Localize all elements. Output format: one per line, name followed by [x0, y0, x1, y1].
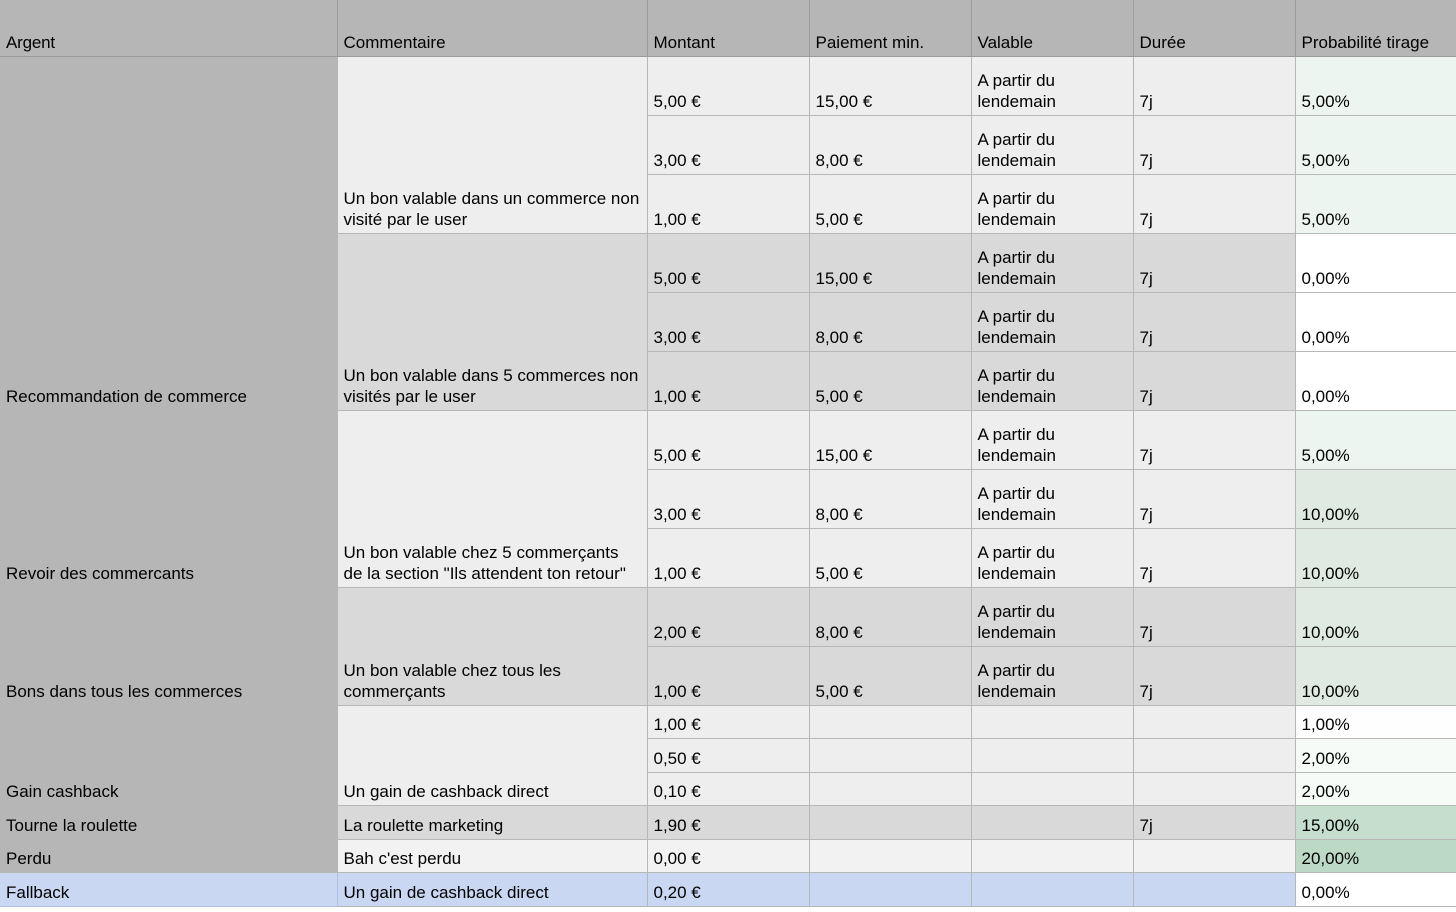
paiement-min-cell[interactable]: 5,00 €	[809, 174, 971, 233]
category-cell[interactable]: Bons dans tous les commerces	[0, 587, 337, 705]
duree-cell[interactable]: 7j	[1133, 587, 1295, 646]
probabilite-cell[interactable]: 5,00%	[1295, 56, 1456, 115]
duree-cell[interactable]	[1133, 839, 1295, 873]
montant-cell[interactable]: 1,00 €	[647, 351, 809, 410]
probabilite-cell[interactable]: 5,00%	[1295, 410, 1456, 469]
valable-cell[interactable]	[971, 705, 1133, 739]
duree-cell[interactable]: 7j	[1133, 56, 1295, 115]
table-body	[0, 56, 1456, 906]
valable-cell[interactable]	[971, 806, 1133, 840]
paiement-min-cell[interactable]: 5,00 €	[809, 351, 971, 410]
montant-cell[interactable]: 1,00 €	[647, 646, 809, 705]
page-title: Argent	[0, 0, 337, 56]
category-cell[interactable]: Tourne la roulette	[0, 806, 337, 840]
duree-cell[interactable]: 7j	[1133, 528, 1295, 587]
probabilite-cell[interactable]: 5,00%	[1295, 115, 1456, 174]
comment-cell[interactable]: Un bon valable chez tous les commerçants	[337, 587, 647, 705]
valable-cell[interactable]: A partir du lendemain	[971, 174, 1133, 233]
valable-cell[interactable]: A partir du lendemain	[971, 115, 1133, 174]
comment-cell[interactable]: Un bon valable dans un commerce non visité par le user	[337, 56, 647, 233]
paiement-min-cell[interactable]: 8,00 €	[809, 469, 971, 528]
table-row	[0, 806, 1456, 840]
category-cell[interactable]: Recommandation de commerce	[0, 56, 337, 410]
montant-cell[interactable]: 0,10 €	[647, 772, 809, 806]
paiement-min-cell[interactable]: 8,00 €	[809, 587, 971, 646]
valable-cell[interactable]	[971, 873, 1133, 907]
valable-cell[interactable]: A partir du lendemain	[971, 56, 1133, 115]
paiement-min-cell[interactable]	[809, 772, 971, 806]
comment-cell[interactable]: Bah c'est perdu	[337, 839, 647, 873]
montant-cell[interactable]: 3,00 €	[647, 469, 809, 528]
duree-cell[interactable]: 7j	[1133, 646, 1295, 705]
probabilite-cell[interactable]: 0,00%	[1295, 292, 1456, 351]
table-row	[0, 839, 1456, 873]
probabilite-cell[interactable]: 0,00%	[1295, 233, 1456, 292]
probabilite-cell[interactable]: 10,00%	[1295, 646, 1456, 705]
comment-cell[interactable]: Un gain de cashback direct	[337, 873, 647, 907]
comment-cell[interactable]: Un bon valable chez 5 commerçants de la section "Ils attendent ton retour"	[337, 410, 647, 587]
valable-cell[interactable]: A partir du lendemain	[971, 351, 1133, 410]
probabilite-cell[interactable]: 20,00%	[1295, 839, 1456, 873]
paiement-min-cell[interactable]	[809, 873, 971, 907]
table-row	[0, 873, 1456, 907]
probabilite-cell[interactable]: 10,00%	[1295, 528, 1456, 587]
duree-cell[interactable]: 7j	[1133, 806, 1295, 840]
montant-cell[interactable]: 3,00 €	[647, 115, 809, 174]
table-row	[0, 587, 1456, 646]
valable-cell[interactable]: A partir du lendemain	[971, 646, 1133, 705]
comment-cell[interactable]: La roulette marketing	[337, 806, 647, 840]
valable-cell[interactable]: A partir du lendemain	[971, 410, 1133, 469]
paiement-min-cell[interactable]: 5,00 €	[809, 646, 971, 705]
montant-cell[interactable]: 0,20 €	[647, 873, 809, 907]
duree-cell[interactable]: 7j	[1133, 351, 1295, 410]
valable-cell[interactable]	[971, 839, 1133, 873]
montant-cell[interactable]: 5,00 €	[647, 233, 809, 292]
duree-cell[interactable]: 7j	[1133, 233, 1295, 292]
montant-cell[interactable]: 1,00 €	[647, 174, 809, 233]
valable-cell[interactable]	[971, 772, 1133, 806]
paiement-min-cell[interactable]: 8,00 €	[809, 115, 971, 174]
valable-cell[interactable]: A partir du lendemain	[971, 469, 1133, 528]
valable-cell[interactable]: A partir du lendemain	[971, 528, 1133, 587]
paiement-min-cell[interactable]	[809, 705, 971, 739]
category-cell[interactable]: Perdu	[0, 839, 337, 873]
montant-cell[interactable]: 1,00 €	[647, 528, 809, 587]
probabilite-cell[interactable]: 0,00%	[1295, 351, 1456, 410]
probabilite-cell[interactable]: 1,00%	[1295, 705, 1456, 739]
duree-cell[interactable]: 7j	[1133, 115, 1295, 174]
duree-cell[interactable]: 7j	[1133, 292, 1295, 351]
paiement-min-cell[interactable]: 15,00 €	[809, 233, 971, 292]
table-header	[0, 0, 1456, 56]
montant-cell[interactable]: 3,00 €	[647, 292, 809, 351]
probabilite-cell[interactable]: 10,00%	[1295, 469, 1456, 528]
paiement-min-cell[interactable]: 15,00 €	[809, 410, 971, 469]
duree-cell[interactable]: 7j	[1133, 174, 1295, 233]
probabilite-cell[interactable]: 5,00%	[1295, 174, 1456, 233]
column-header-duree[interactable]: Durée	[1133, 0, 1295, 56]
table-row	[0, 56, 1456, 115]
header-row	[0, 0, 1456, 56]
montant-cell[interactable]: 0,00 €	[647, 839, 809, 873]
valable-cell[interactable]: A partir du lendemain	[971, 292, 1133, 351]
duree-cell[interactable]	[1133, 705, 1295, 739]
montant-cell[interactable]: 0,50 €	[647, 739, 809, 773]
category-cell[interactable]: Gain cashback	[0, 705, 337, 806]
category-cell[interactable]: Fallback	[0, 873, 337, 907]
probabilite-cell[interactable]: 10,00%	[1295, 587, 1456, 646]
column-header-commentaire[interactable]: Commentaire	[337, 0, 647, 56]
montant-cell[interactable]: 2,00 €	[647, 587, 809, 646]
column-header-probabilite-tirage[interactable]: Probabilité tirage	[1295, 0, 1456, 56]
paiement-min-cell[interactable]: 5,00 €	[809, 528, 971, 587]
probabilite-cell[interactable]: 2,00%	[1295, 739, 1456, 773]
probabilite-cell[interactable]: 0,00%	[1295, 873, 1456, 907]
column-header-paiement-min[interactable]: Paiement min.	[809, 0, 971, 56]
valable-cell[interactable]	[971, 739, 1133, 773]
paiement-min-cell[interactable]	[809, 806, 971, 840]
category-cell[interactable]: Revoir des commercants	[0, 410, 337, 587]
valable-cell[interactable]: A partir du lendemain	[971, 587, 1133, 646]
duree-cell[interactable]	[1133, 873, 1295, 907]
comment-cell[interactable]: Un gain de cashback direct	[337, 705, 647, 806]
montant-cell[interactable]: 5,00 €	[647, 56, 809, 115]
comment-cell[interactable]: Un bon valable dans 5 commerces non visités par le user	[337, 233, 647, 410]
montant-cell[interactable]: 1,90 €	[647, 806, 809, 840]
paiement-min-cell[interactable]: 8,00 €	[809, 292, 971, 351]
paiement-min-cell[interactable]: 15,00 €	[809, 56, 971, 115]
valable-cell[interactable]: A partir du lendemain	[971, 233, 1133, 292]
table-row	[0, 410, 1456, 469]
duree-cell[interactable]	[1133, 772, 1295, 806]
table-row	[0, 705, 1456, 739]
duree-cell[interactable]	[1133, 739, 1295, 773]
duree-cell[interactable]: 7j	[1133, 469, 1295, 528]
montant-cell[interactable]: 5,00 €	[647, 410, 809, 469]
column-header-valable[interactable]: Valable	[971, 0, 1133, 56]
paiement-min-cell[interactable]	[809, 839, 971, 873]
paiement-min-cell[interactable]	[809, 739, 971, 773]
probabilite-cell[interactable]: 15,00%	[1295, 806, 1456, 840]
column-header-montant[interactable]: Montant	[647, 0, 809, 56]
montant-cell[interactable]: 1,00 €	[647, 705, 809, 739]
duree-cell[interactable]: 7j	[1133, 410, 1295, 469]
probabilite-cell[interactable]: 2,00%	[1295, 772, 1456, 806]
